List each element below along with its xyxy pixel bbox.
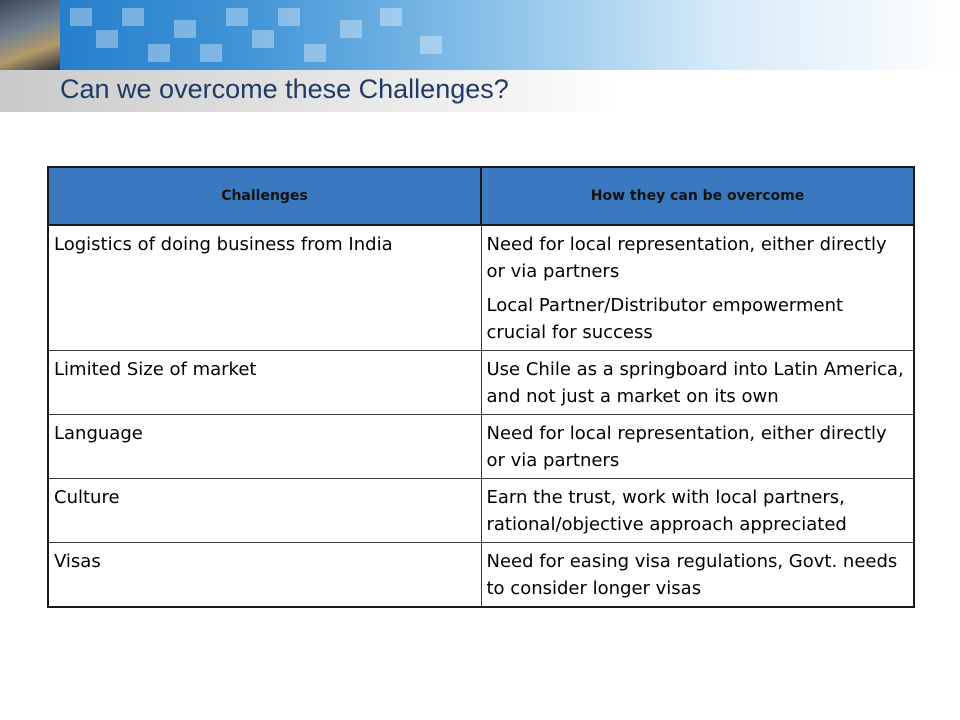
table-header-row — [48, 167, 914, 225]
table-row — [48, 415, 914, 479]
header-challenges: Challenges — [48, 167, 481, 225]
challenge-cell: Visas — [48, 543, 481, 608]
table-row — [48, 543, 914, 608]
challenge-cell: Language — [48, 415, 481, 479]
challenge-cell: Logistics of doing business from India — [48, 225, 481, 351]
slide-header — [0, 0, 960, 112]
solution-text: Need for local representation, either directly or via partners — [486, 423, 887, 471]
solution-cell — [481, 415, 914, 479]
challenge-cell: Limited Size of market — [48, 351, 481, 415]
challenges-table — [47, 166, 915, 608]
solution-cell — [481, 225, 914, 351]
solution-text: Use Chile as a springboard into Latin America, and not just a market on its own — [486, 359, 904, 407]
table-row — [48, 351, 914, 415]
solution-cell — [481, 543, 914, 608]
table-row — [48, 479, 914, 543]
solution-text: Local Partner/Distributor empowerment crucial for success — [486, 295, 844, 343]
header-solutions: How they can be overcome — [481, 167, 914, 225]
solution-text: Need for local representation, either directly or via partners — [486, 234, 887, 282]
solution-text: Need for easing visa regulations, Govt. needs to consider longer visas — [486, 551, 898, 599]
solution-text: Earn the trust, work with local partners, rational/objective approach appreciated — [486, 487, 847, 535]
header-photo — [0, 0, 60, 70]
solution-cell — [481, 351, 914, 415]
solution-cell — [481, 479, 914, 543]
header-banner — [0, 0, 960, 70]
table-row — [48, 225, 914, 351]
slide-title: Can we overcome these Challenges? — [60, 74, 509, 104]
challenge-cell: Culture — [48, 479, 481, 543]
